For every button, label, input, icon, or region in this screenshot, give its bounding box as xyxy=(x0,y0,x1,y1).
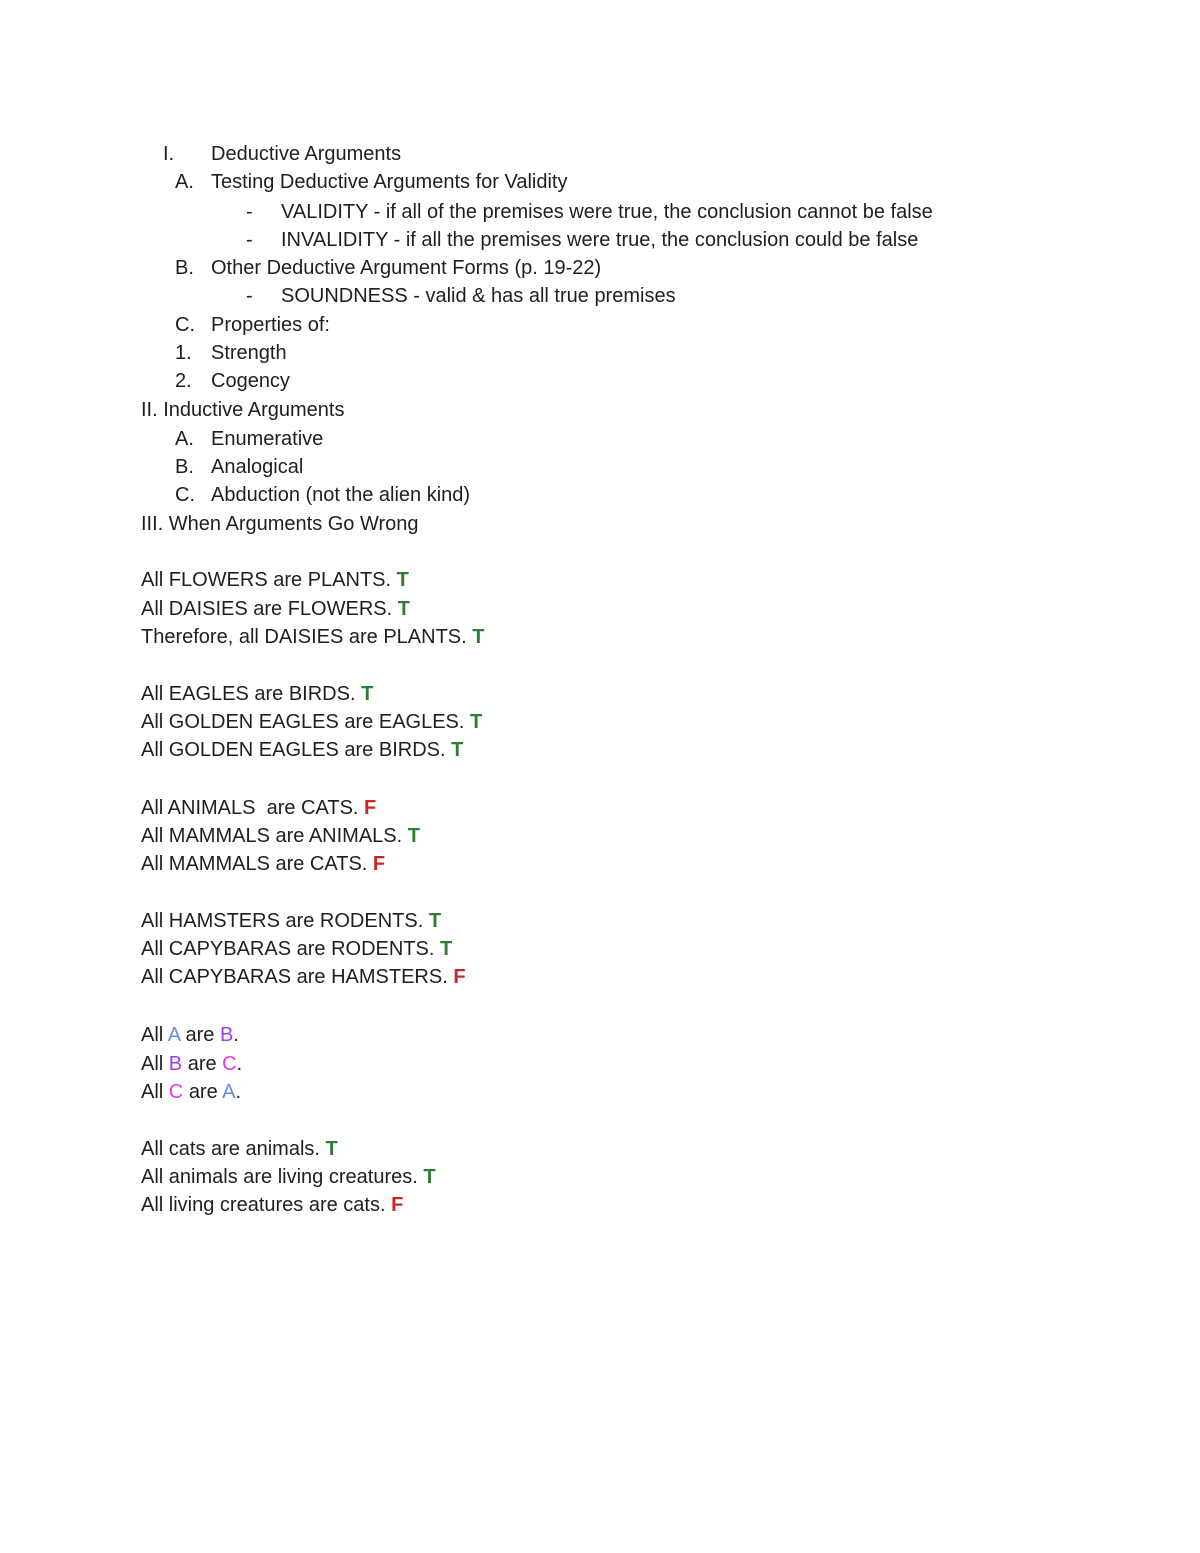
syllogism-line xyxy=(141,1191,403,1219)
truth-value-true: T xyxy=(472,626,485,648)
period: . xyxy=(235,1081,242,1103)
statement-text: All CAPYBARAS are HAMSTERS. xyxy=(141,966,448,988)
syllogism-line xyxy=(141,822,420,850)
outline-heading: III. When Arguments Go Wrong xyxy=(141,513,419,535)
outline-marker: A. xyxy=(175,171,194,193)
outline-heading: II. Inductive Arguments xyxy=(141,399,345,421)
syllogism-line xyxy=(141,595,410,623)
outline-item: Enumerative xyxy=(211,428,324,450)
quantifier-all: All xyxy=(141,1081,164,1103)
truth-value-false: F xyxy=(453,966,466,988)
outline-item: Cogency xyxy=(211,370,290,392)
syllogism-line xyxy=(141,623,484,651)
outline-item: Testing Deductive Arguments for Validity xyxy=(211,171,568,193)
truth-value-false: F xyxy=(364,797,377,819)
statement-text: All GOLDEN EAGLES are BIRDS. xyxy=(141,739,446,761)
term-b: B xyxy=(168,1053,183,1075)
statement-text: All cats are animals. xyxy=(141,1138,320,1160)
truth-value-true: T xyxy=(325,1138,338,1160)
truth-value-false: F xyxy=(391,1194,404,1216)
statement-text: All FLOWERS are PLANTS. xyxy=(141,569,392,591)
copula-are: are xyxy=(187,1053,217,1075)
statement-text: All living creatures are cats. xyxy=(141,1194,386,1216)
syllogism-line xyxy=(141,907,441,935)
syllogism-line xyxy=(141,935,452,963)
outline-heading: Deductive Arguments xyxy=(211,143,402,165)
statement-text: All CAPYBARAS are RODENTS. xyxy=(141,938,435,960)
syllogism-line xyxy=(141,850,385,878)
truth-value-true: T xyxy=(470,711,483,733)
syllogism-line xyxy=(141,708,482,736)
statement-text: All GOLDEN EAGLES are EAGLES. xyxy=(141,711,465,733)
statement-text: All animals are living creatures. xyxy=(141,1166,418,1188)
truth-value-true: T xyxy=(423,1166,436,1188)
outline-item: Strength xyxy=(211,342,287,364)
syllogism-line xyxy=(141,736,463,764)
statement-text: All HAMSTERS are RODENTS. xyxy=(141,910,424,932)
truth-value-true: T xyxy=(439,938,453,960)
syllogism-line xyxy=(141,963,466,991)
outline-marker: C. xyxy=(175,314,195,336)
syllogism-line xyxy=(141,1135,338,1163)
outline-marker: 1. xyxy=(175,342,192,364)
truth-value-true: T xyxy=(361,683,374,705)
outline-marker: I. xyxy=(163,143,175,165)
copula-are: are xyxy=(185,1024,215,1046)
statement-text: All MAMMALS are CATS. xyxy=(141,853,368,875)
bullet-dash: - xyxy=(246,201,253,223)
outline-marker: C. xyxy=(175,484,195,506)
statement-text: All DAISIES are FLOWERS. xyxy=(141,598,393,620)
outline-subitem: INVALIDITY - if all the premises were true, the conclusion could be false xyxy=(281,229,919,251)
truth-value-false: F xyxy=(372,853,386,875)
outline-marker: A. xyxy=(175,428,194,450)
truth-value-true: T xyxy=(407,825,420,847)
statement-text: All ANIMALS are CATS. xyxy=(141,797,359,819)
term-c: C xyxy=(222,1053,237,1075)
truth-value-true: T xyxy=(428,910,442,932)
syllogism-line xyxy=(141,566,409,594)
term-a: A xyxy=(167,1024,180,1046)
bullet-dash: - xyxy=(246,229,253,251)
outline-marker: 2. xyxy=(175,370,192,392)
syllogism-line xyxy=(141,794,376,822)
syllogism-line xyxy=(141,1021,239,1049)
statement-text: All MAMMALS are ANIMALS. xyxy=(141,825,403,847)
period: . xyxy=(233,1024,239,1046)
truth-value-true: T xyxy=(451,739,464,761)
outline-item: Abduction (not the alien kind) xyxy=(211,484,471,506)
truth-value-true: T xyxy=(396,569,409,591)
outline-item: Other Deductive Argument Forms (p. 19-22) xyxy=(211,257,602,279)
quantifier-all: All xyxy=(141,1024,164,1046)
outline-marker: B. xyxy=(175,456,194,478)
outline-item: Analogical xyxy=(211,456,304,478)
outline-marker: B. xyxy=(175,257,194,279)
outline-subitem: SOUNDNESS - valid & has all true premises xyxy=(281,285,676,307)
term-c: C xyxy=(168,1081,184,1103)
outline-subitem: VALIDITY - if all of the premises were true, the conclusion cannot be false xyxy=(281,201,933,223)
outline-item: Properties of: xyxy=(211,314,330,336)
term-b: B xyxy=(219,1024,234,1046)
quantifier-all: All xyxy=(141,1053,164,1075)
syllogism-line xyxy=(141,1163,436,1191)
statement-text: All EAGLES are BIRDS. xyxy=(141,683,356,705)
copula-are: are xyxy=(188,1081,218,1103)
bullet-dash: - xyxy=(246,285,253,307)
truth-value-true: T xyxy=(397,598,410,620)
syllogism-line xyxy=(141,680,373,708)
period: . xyxy=(236,1053,243,1075)
term-a: A xyxy=(222,1081,236,1103)
statement-text: Therefore, all DAISIES are PLANTS. xyxy=(141,626,467,648)
syllogism-line xyxy=(141,1078,241,1106)
syllogism-line xyxy=(141,1050,242,1078)
